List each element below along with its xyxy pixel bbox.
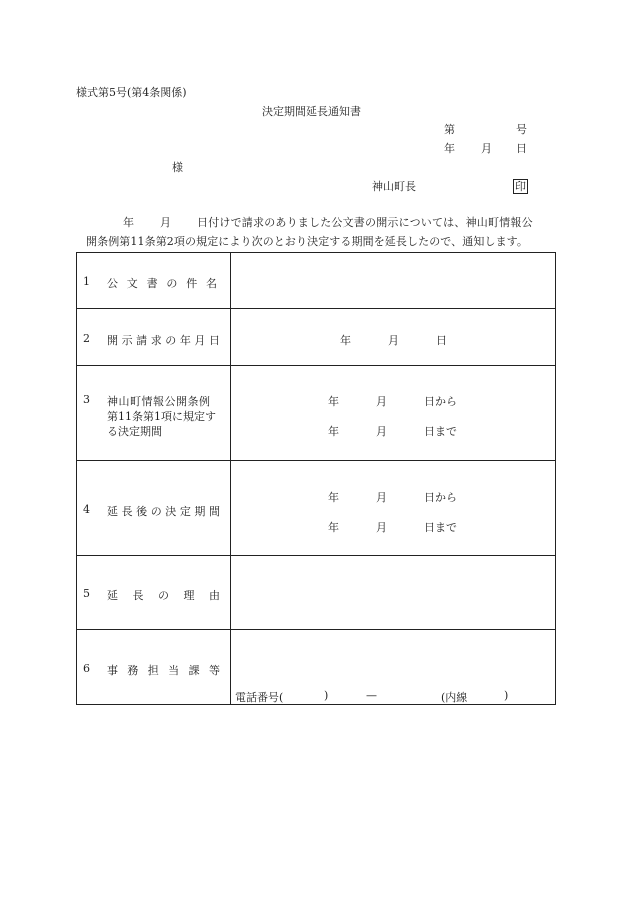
row-original-period: [77, 366, 556, 461]
extended-from-month: 月: [376, 491, 387, 504]
original-to-day: 日まで: [424, 425, 457, 438]
original-from-year: 年: [328, 395, 339, 408]
label-document-subject: 公 文 書 の 件 名: [107, 277, 217, 290]
document-number-prefix: 第: [444, 123, 455, 136]
seal-mark: 印: [515, 180, 526, 193]
label-cell: [77, 309, 231, 366]
label-extended-period: 延 長 後 の 決 定 期 間: [107, 505, 220, 518]
original-from-day: 日から: [424, 395, 457, 408]
phone-close-paren: ): [324, 689, 329, 702]
request-date-day: 日: [436, 334, 447, 347]
extended-to-year: 年: [328, 521, 339, 534]
original-to-month: 月: [376, 425, 387, 438]
row-number: 6: [83, 662, 90, 675]
label-original-period-line3: る決定期間: [107, 425, 162, 438]
label-cell: [77, 461, 231, 556]
body-text-line2: 開条例第11条第2項の規定により次のとおり決定する期間を延長したので、通知します。: [86, 235, 528, 248]
row-document-subject: [77, 253, 556, 309]
label-original-period-line1: 神山町情報公開条例: [107, 395, 211, 408]
request-date-month: 月: [388, 334, 399, 347]
issue-date-year: 年: [444, 142, 455, 155]
label-request-date: 開 示 請 求 の 年 月 日: [107, 334, 220, 347]
document-subject-field[interactable]: [231, 253, 556, 309]
label-original-period-line2: 第11条第1項に規定す: [107, 410, 216, 423]
extended-from-day: 日から: [424, 491, 457, 504]
row-number: 4: [83, 503, 90, 516]
issue-date-month: 月: [481, 142, 492, 155]
original-to-year: 年: [328, 425, 339, 438]
document-number-suffix: 号: [516, 123, 527, 136]
extended-from-year: 年: [328, 491, 339, 504]
row-number: 3: [83, 393, 90, 406]
document-title: 決定期間延長通知書: [262, 105, 361, 118]
body-year: 年: [123, 216, 134, 229]
extension-form-table: [76, 252, 556, 705]
row-number: 5: [83, 587, 90, 600]
responsible-office-field[interactable]: [231, 630, 556, 705]
original-from-month: 月: [376, 395, 387, 408]
label-cell: [77, 253, 231, 309]
request-date-field[interactable]: [231, 309, 556, 366]
extension-reason-field[interactable]: [231, 556, 556, 630]
label-cell: [77, 556, 231, 630]
label-cell: [77, 630, 231, 705]
original-period-field[interactable]: [231, 366, 556, 461]
row-number: 1: [83, 275, 90, 288]
row-responsible-office: [77, 630, 556, 705]
extension-label: (内線: [441, 691, 468, 704]
row-extended-period: [77, 461, 556, 556]
phone-label: 電話番号(: [235, 691, 284, 704]
label-extension-reason: 延 長 の 理 由: [107, 589, 220, 602]
issue-date-day: 日: [516, 142, 527, 155]
row-request-date: [77, 309, 556, 366]
issuer-name: 神山町長: [372, 180, 416, 193]
label-responsible-office: 事 務 担 当 課 等: [107, 664, 220, 677]
extended-to-month: 月: [376, 521, 387, 534]
body-month: 月: [160, 216, 171, 229]
extended-period-field[interactable]: [231, 461, 556, 556]
extended-to-day: 日まで: [424, 521, 457, 534]
body-text-line1: 日付けで請求のありました公文書の開示については、神山町情報公: [197, 216, 533, 229]
form-number: 様式第5号(第4条関係): [76, 86, 187, 99]
row-number: 2: [83, 332, 90, 345]
row-extension-reason: [77, 556, 556, 630]
request-date-year: 年: [340, 334, 351, 347]
label-cell: [77, 366, 231, 461]
extension-close-paren: ): [504, 689, 509, 702]
phone-dash: —: [366, 689, 377, 702]
addressee-suffix: 様: [172, 161, 183, 174]
